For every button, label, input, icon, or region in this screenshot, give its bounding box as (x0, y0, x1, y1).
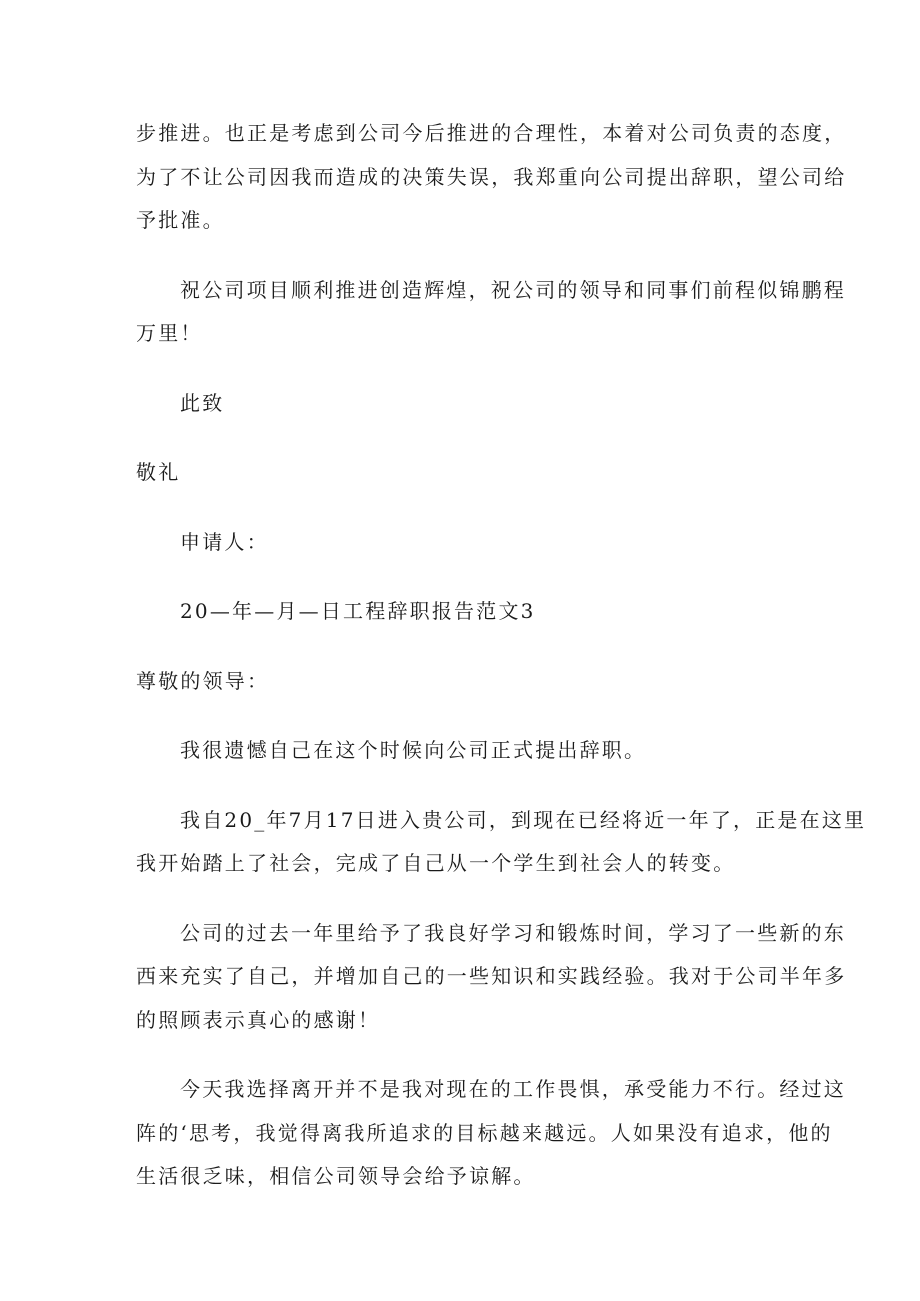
text-line: 步推进。也正是考虑到公司今后推进的合理性，本着对公司负责的态度， (136, 121, 847, 145)
paragraph-wishes (136, 269, 846, 356)
text-line: 的照顾表示真心的感谢！ (136, 1007, 381, 1032)
text-line: 西来充实了自己，并增加自己的一些知识和实践经验。我对于公司半年多 (136, 964, 847, 988)
text-line: 予批准。 (136, 208, 225, 232)
text-line: 我自20_年7月17日进入贵公司，到现在已经将近一年了，正是在这里 (180, 807, 867, 832)
text-line: 今天我选择离开并不是我对现在的工作畏惧，承受能力不行。经过这 (180, 1077, 846, 1101)
text-line: 申请人： (180, 529, 269, 554)
paragraph-closing-salutation (136, 382, 788, 426)
text-line: 我很遗憾自己在这个时候向公司正式提出辞职。 (180, 738, 647, 762)
text-line: 为了不让公司因我而造成的决策失误，我郑重向公司提出辞职，望公司给 (136, 164, 847, 189)
paragraph-regret (136, 729, 788, 773)
paragraph-date-and-title (136, 590, 788, 634)
paragraph-reason (136, 1068, 846, 1199)
text-line: 万里！ (136, 321, 203, 345)
text-line: 生活很乏味，相信公司领导会给予谅解。 (136, 1164, 536, 1188)
text-line: 我开始踏上了社会，完成了自己从一个学生到社会人的转变。 (136, 851, 736, 875)
paragraph-thanks (136, 912, 847, 1043)
text-line: 此致 (180, 390, 225, 415)
paragraph-regards (136, 451, 788, 495)
text-line: 20—年—月—日工程辞职报告范文3 (180, 599, 536, 623)
paragraph-applicant (136, 521, 788, 565)
paragraph-continuation (136, 112, 847, 243)
paragraph-greeting (136, 660, 788, 704)
text-line: 祝公司项目顺利推进创造辉煌，祝公司的领导和同事们前程似锦鹏程 (180, 277, 846, 302)
text-line: 公司的过去一年里给予了我良好学习和锻炼时间，学习了一些新的东 (180, 920, 846, 945)
text-line: 尊敬的领导： (136, 668, 270, 693)
text-line: 阵的‘思考，我觉得离我所追求的目标越来越远。人如果没有追求，他的 (136, 1120, 833, 1145)
document-body (136, 112, 867, 1199)
text-line: 敬礼 (136, 460, 181, 484)
paragraph-history (136, 799, 867, 886)
